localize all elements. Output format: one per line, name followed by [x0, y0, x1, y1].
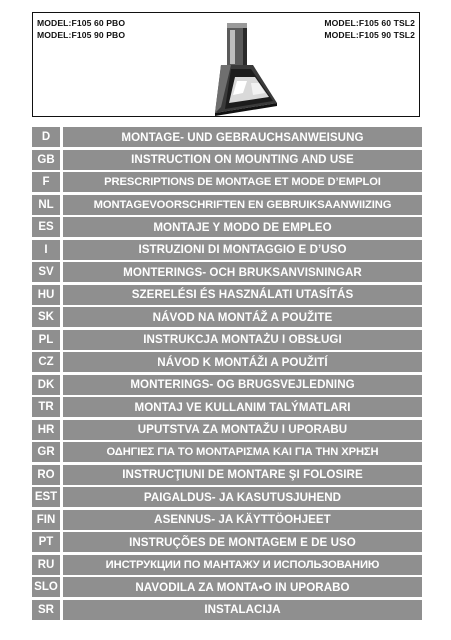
language-title: MONTERINGS- OG BRUGSVEJLEDNING	[63, 375, 422, 395]
language-title: MONTAJE Y MODO DE EMPLEO	[63, 217, 422, 237]
language-row-pt	[32, 532, 422, 552]
language-title: SZERELÉSI ÉS HASZNÁLATI UTASÍTÁS	[63, 285, 422, 305]
language-row-i	[32, 240, 422, 260]
language-row-hr	[32, 420, 422, 440]
language-code: RU	[32, 555, 60, 575]
language-code: CZ	[32, 352, 60, 372]
language-code: GB	[32, 150, 60, 170]
language-title: ΟΔΗΓΙΕΣ ΓΙΑ ΤΟ ΜΟΝΤΑΡΙΣΜΑ ΚΑΙ ΓΙΑ ΤΗΝ ΧΡΗΣΗ	[63, 442, 422, 462]
language-title: MONTAJ VE KULLANIM TALÝMATLARI	[63, 397, 422, 417]
model-list-right	[324, 18, 415, 41]
language-row-pl	[32, 330, 422, 350]
language-row-dk	[32, 375, 422, 395]
language-row-tr	[32, 397, 422, 417]
language-code: TR	[32, 397, 60, 417]
language-row-ro	[32, 465, 422, 485]
language-row-gr	[32, 442, 422, 462]
language-title: ISTRUZIONI DI MONTAGGIO E D’USO	[63, 240, 422, 260]
language-code: PT	[32, 532, 60, 552]
cooker-hood-icon	[207, 21, 281, 118]
language-row-sv	[32, 262, 422, 282]
language-code: RO	[32, 465, 60, 485]
language-code: D	[32, 127, 60, 147]
language-title: INSTALACIJA	[63, 600, 422, 620]
language-title: INSTRUKCJA MONTAŻU I OBSŁUGI	[63, 330, 422, 350]
language-row-d	[32, 127, 422, 147]
language-title: MONTAGEVOORSCHRIFTEN EN GEBRUIKSAANWIIZING	[63, 195, 422, 215]
language-row-slo	[32, 577, 422, 597]
language-title: MONTERINGS- OCH BRUKSANVISNINGAR	[63, 262, 422, 282]
language-row-es	[32, 217, 422, 237]
language-title: ИНСТРУКЦИИ ПО МАНТАЖУ И ИСПОЛЬЗОВАНИЮ	[63, 555, 422, 575]
model-label: MODEL:F105 90 PBO	[37, 29, 126, 40]
language-row-cz	[32, 352, 422, 372]
language-code: FIN	[32, 510, 60, 530]
language-code: EST	[32, 487, 60, 507]
model-label: MODEL:F105 90 TSL2	[324, 29, 415, 40]
language-row-gb	[32, 150, 422, 170]
language-row-hu	[32, 285, 422, 305]
language-row-fin	[32, 510, 422, 530]
language-title: PRESCRIPTIONS DE MONTAGE ET MODE D’EMPLOI	[63, 172, 422, 192]
language-title: INSTRUCŢIUNI DE MONTARE ŞI FOLOSIRE	[63, 465, 422, 485]
language-title: UPUTSTVA ZA MONTAŽU I UPORABU	[63, 420, 422, 440]
language-code: SLO	[32, 577, 60, 597]
language-title: INSTRUCTION ON MOUNTING AND USE	[63, 150, 422, 170]
language-code: GR	[32, 442, 60, 462]
language-title: NÁVOD NA MONTÁŽ A POUŽITE	[63, 307, 422, 327]
language-title: PAIGALDUS- JA KASUTUSJUHEND	[63, 487, 422, 507]
language-title: NAVODILA ZA MONTA•O IN UPORABO	[63, 577, 422, 597]
language-title: NÁVOD K MONTÁŽI A POUŽITÍ	[63, 352, 422, 372]
language-code: SK	[32, 307, 60, 327]
language-code: PL	[32, 330, 60, 350]
language-title: MONTAGE- UND GEBRAUCHSANWEISUNG	[63, 127, 422, 147]
model-list-left	[37, 18, 125, 41]
language-code: HR	[32, 420, 60, 440]
language-row-f	[32, 172, 422, 192]
language-row-est	[32, 487, 422, 507]
language-title: ASENNUS- JA KÄYTTÖOHJEET	[63, 510, 422, 530]
language-code: HU	[32, 285, 60, 305]
language-title: INSTRUÇÕES DE MONTAGEM E DE USO	[63, 532, 422, 552]
model-label: MODEL:F105 60 PBO	[37, 18, 126, 28]
language-code: SV	[32, 262, 60, 282]
language-row-ru	[32, 555, 422, 575]
language-row-sk	[32, 307, 422, 327]
language-list	[32, 127, 422, 622]
model-header-box	[32, 12, 420, 117]
language-code: ES	[32, 217, 60, 237]
language-code: DK	[32, 375, 60, 395]
language-code: I	[32, 240, 60, 260]
language-code: SR	[32, 600, 60, 620]
model-label: MODEL:F105 60 TSL2	[324, 18, 415, 28]
language-row-sr	[32, 600, 422, 620]
language-code: F	[32, 172, 60, 192]
language-row-nl	[32, 195, 422, 215]
language-code: NL	[32, 195, 60, 215]
